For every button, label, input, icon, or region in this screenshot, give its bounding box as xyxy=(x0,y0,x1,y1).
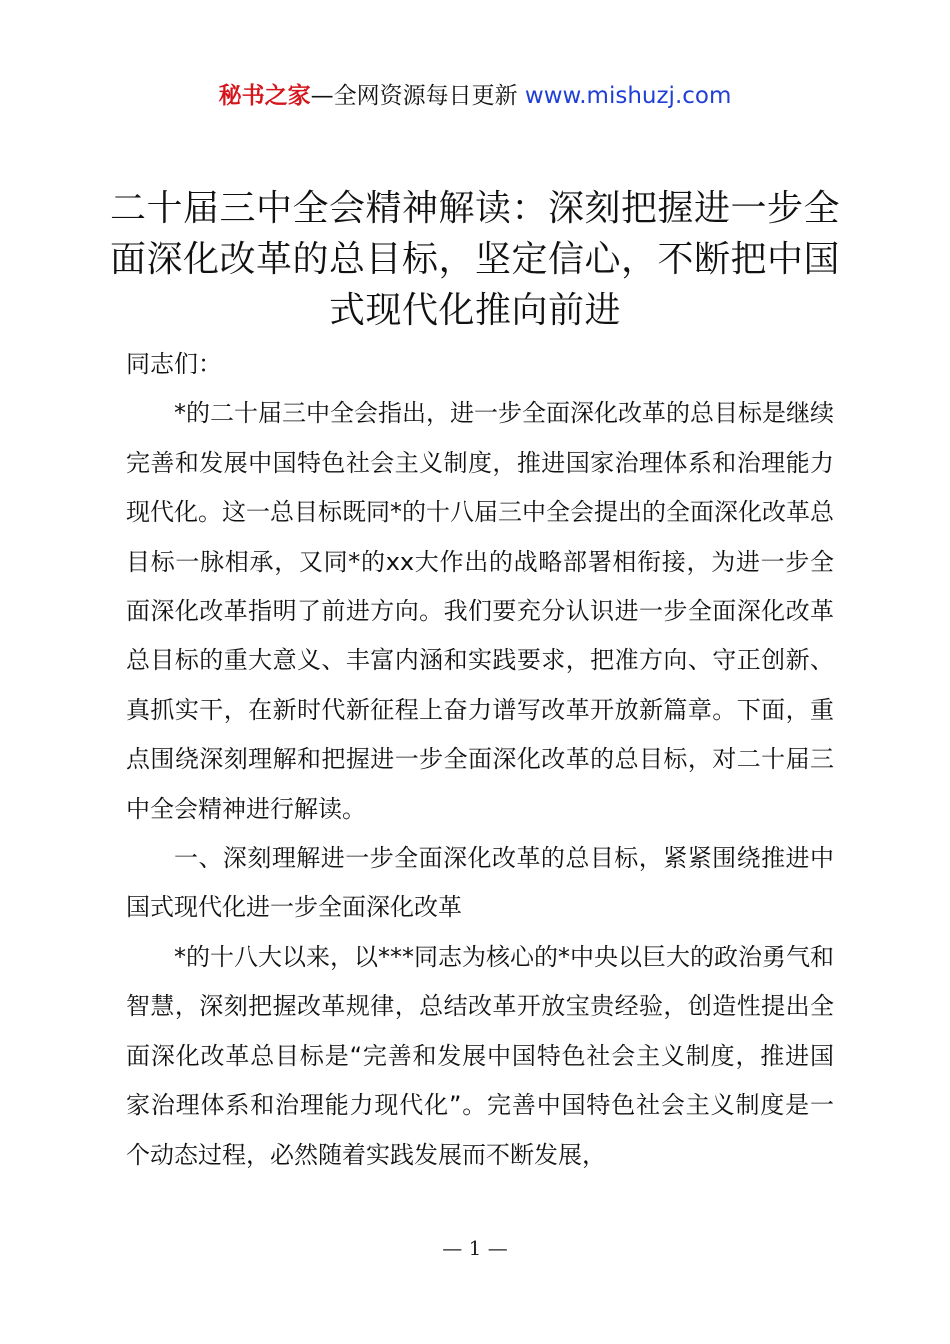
salutation: 同志们： xyxy=(126,350,222,378)
section-heading: 一、深刻理解进一步全面深化改革的总目标，紧紧围绕推进中国式现代化进一步全面深化改革 xyxy=(126,844,834,922)
paragraph: *的二十届三中全会指出，进一步全面深化改革的总目标是继续完善和发展中国特色社会主义制度，推进国家治理体系和治理能力现代化。这一总目标既同*的十八届三中全会提出的全面深化改革总目标一脉相承，又同*的xx大作出的战略部署相衔接，为进一步全面深化改革指明了前进方向。我们要充分认识进一步全面深化改革总目标的重大意义、丰富内涵和实践要求，把准方向、守正创新、真抓实干，在新时代新征程上奋力谱写改革开放新篇章。下面，重点围绕深刻理解和把握进一步全面深化改革的总目标，对二十届三中全会精神进行解读。 xyxy=(126,399,834,823)
page-number: — 1 — xyxy=(442,1236,508,1260)
brand-name: 秘书之家 xyxy=(218,83,311,109)
header-slogan: —全网资源每日更新 xyxy=(310,83,525,109)
paragraph: *的十八大以来，以***同志为核心的*中央以巨大的政治勇气和智慧，深刻把握改革规律，总结改革开放宝贵经验，创造性提出全面深化改革总目标是“完善和发展中国特色社会主义制度，推进国家治理体系和治理能力现代化”。完善中国特色社会主义制度是一个动态过程，必然随着实践发展而不断发展， xyxy=(126,942,834,1169)
site-url-link[interactable]: www.mishuzj.com xyxy=(524,83,732,109)
site-header xyxy=(0,80,950,112)
document-title: 二十届三中全会精神解读：深刻把握进一步全面深化改革的总目标，坚定信心，不断把中国式现代化推向前进 xyxy=(110,188,841,331)
document-body xyxy=(126,340,834,1180)
